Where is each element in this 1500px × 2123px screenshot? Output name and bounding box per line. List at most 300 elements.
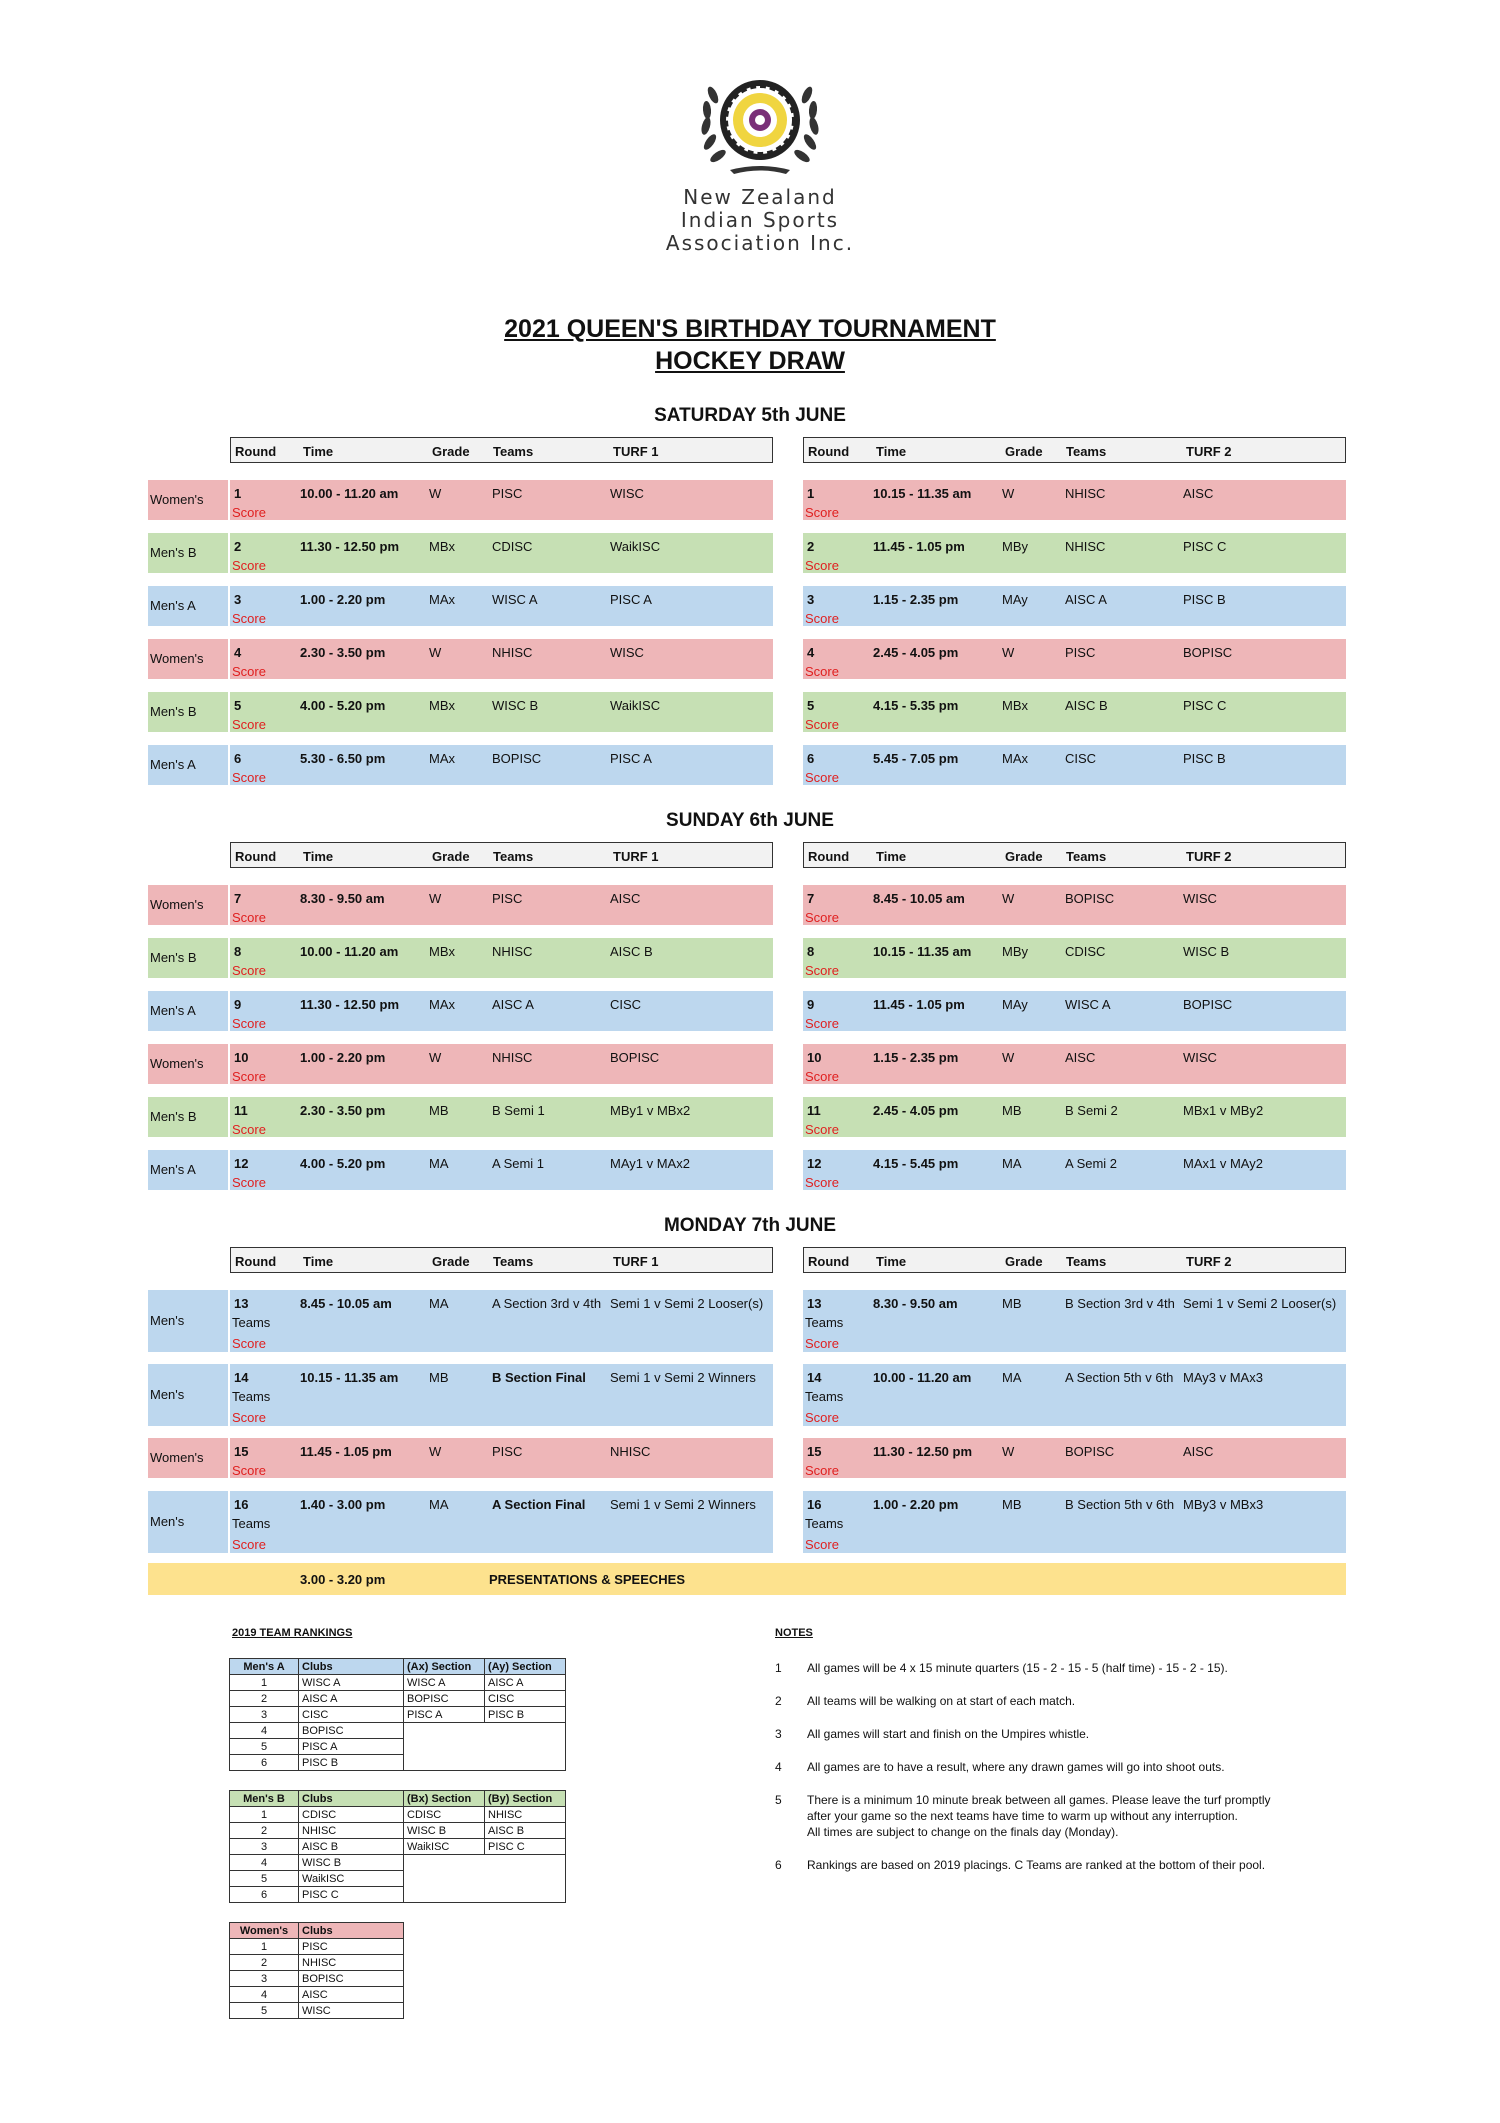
match-time: 8.30 - 9.50 am xyxy=(300,891,385,906)
header-time: Time xyxy=(876,1254,907,1269)
match-team1: A Section 5th v 6th xyxy=(1065,1370,1174,1385)
row-label-cell xyxy=(148,480,228,520)
score-label: Score xyxy=(232,770,266,785)
match-time: 1.00 - 2.20 pm xyxy=(300,592,386,607)
score-label: Score xyxy=(805,1410,839,1425)
match-round: 11 xyxy=(234,1103,248,1118)
match-team2: WISC xyxy=(610,486,644,501)
notes-list xyxy=(775,1660,1335,1890)
cell: PISC xyxy=(299,1939,404,1955)
note-item xyxy=(775,1792,1335,1840)
match-team2: WISC xyxy=(610,645,644,660)
header-cell: Clubs xyxy=(299,1791,404,1807)
match-team2: WISC xyxy=(1183,1050,1217,1065)
header-cell: (Bx) Section xyxy=(404,1791,485,1807)
score-label: Score xyxy=(232,1016,266,1031)
header-grade: Grade xyxy=(432,849,470,864)
table-row xyxy=(230,1887,566,1903)
row-label-cell xyxy=(148,938,228,978)
row-label-cell xyxy=(148,639,228,679)
cell: CISC xyxy=(299,1707,404,1723)
score-label: Score xyxy=(232,1410,266,1425)
match-cell xyxy=(803,1044,1346,1084)
grade-label: Men's B xyxy=(150,704,197,719)
cell: 3 xyxy=(230,1971,299,1987)
match-round: 2 xyxy=(807,539,815,554)
match-cell xyxy=(803,1290,1346,1352)
score-label: Score xyxy=(232,717,266,732)
teams-label: Teams xyxy=(805,1315,844,1330)
cell: 5 xyxy=(230,2003,299,2019)
header-cell: Men's B xyxy=(230,1791,299,1807)
match-team2: MBy3 v MBx3 xyxy=(1183,1497,1264,1512)
header-time: Time xyxy=(303,1254,334,1269)
match-grade: W xyxy=(1002,1444,1015,1459)
header-grade: Grade xyxy=(1005,444,1043,459)
cell: 2 xyxy=(230,1955,299,1971)
match-cell xyxy=(230,991,773,1031)
match-round: 14 xyxy=(234,1370,249,1385)
match-round: 15 xyxy=(234,1444,249,1459)
match-cell xyxy=(230,480,773,520)
match-cell xyxy=(230,586,773,626)
table-row xyxy=(230,1939,404,1955)
cell: CISC xyxy=(485,1691,566,1707)
match-time: 5.30 - 6.50 pm xyxy=(300,751,386,766)
header-team2: TURF 2 xyxy=(1186,444,1232,459)
match-team1: BOPISC xyxy=(1065,1444,1115,1459)
score-label: Score xyxy=(805,1069,839,1084)
match-team2: AISC xyxy=(1183,486,1214,501)
header-round: Round xyxy=(808,849,850,864)
note-item xyxy=(775,1857,1335,1873)
match-team1: PISC xyxy=(492,486,523,501)
match-time: 10.00 - 11.20 am xyxy=(300,486,399,501)
match-team1: B Semi 2 xyxy=(1065,1103,1118,1118)
cell: 1 xyxy=(230,1675,299,1691)
match-round: 14 xyxy=(807,1370,822,1385)
header-grade: Grade xyxy=(1005,1254,1043,1269)
note-text: All games are to have a result, where any drawn games will go into shoot outs. xyxy=(807,1760,1225,1774)
grade-label: Women's xyxy=(150,1450,204,1465)
table-row xyxy=(230,1755,566,1771)
match-team1: PISC xyxy=(492,1444,523,1459)
note-number: 2 xyxy=(775,1694,782,1708)
grade-label: Men's B xyxy=(150,1109,197,1124)
schedule-header xyxy=(803,1247,1346,1273)
match-grade: MBy xyxy=(1002,944,1028,959)
cell: 2 xyxy=(230,1823,299,1839)
match-time: 8.45 - 10.05 am xyxy=(873,891,965,906)
header-time: Time xyxy=(303,444,334,459)
logo-line-1: New Zealand xyxy=(683,185,837,209)
note-item xyxy=(775,1759,1335,1775)
match-grade: W xyxy=(429,645,442,660)
match-grade: W xyxy=(429,891,442,906)
match-team1: BOPISC xyxy=(1065,891,1115,906)
match-team2: WaikISC xyxy=(610,698,661,713)
match-team1: NHISC xyxy=(492,944,533,959)
cell: 3 xyxy=(230,1707,299,1723)
match-team2: PISC C xyxy=(1183,698,1227,713)
cell: AISC A xyxy=(485,1675,566,1691)
header-cell: (Ay) Section xyxy=(485,1659,566,1675)
empty-cell xyxy=(404,1855,566,1871)
score-label: Score xyxy=(805,717,839,732)
row-label-cell xyxy=(148,1290,228,1352)
grade-label: Men's A xyxy=(150,1162,196,1177)
header-team1: Teams xyxy=(1066,1254,1107,1269)
match-time: 10.15 - 11.35 am xyxy=(300,1370,399,1385)
cell: 1 xyxy=(230,1807,299,1823)
table-row xyxy=(230,2003,404,2019)
match-team2: PISC A xyxy=(610,592,652,607)
match-round: 6 xyxy=(234,751,242,766)
match-time: 8.30 - 9.50 am xyxy=(873,1296,958,1311)
match-cell xyxy=(803,533,1346,573)
row-label-cell xyxy=(148,745,228,785)
match-cell xyxy=(803,1438,1346,1478)
cell: CDISC xyxy=(404,1807,485,1823)
grade-label: Men's A xyxy=(150,1003,196,1018)
cell: 6 xyxy=(230,1755,299,1771)
empty-cell xyxy=(404,1871,566,1887)
score-label: Score xyxy=(805,770,839,785)
grade-label: Men's A xyxy=(150,598,196,613)
note-text: All times are subject to change on the finals day (Monday). xyxy=(807,1825,1119,1839)
match-cell xyxy=(230,1438,773,1478)
score-label: Score xyxy=(805,611,839,626)
cell: 4 xyxy=(230,1987,299,2003)
row-label-cell xyxy=(148,692,228,732)
header-team2: TURF 1 xyxy=(613,1254,659,1269)
header-cell: Women's xyxy=(230,1923,299,1939)
match-team2: NHISC xyxy=(610,1444,651,1459)
note-text: All games will start and finish on the Umpires whistle. xyxy=(807,1727,1090,1741)
header-grade: Grade xyxy=(432,444,470,459)
match-time: 8.45 - 10.05 am xyxy=(300,1296,392,1311)
match-time: 1.40 - 3.00 pm xyxy=(300,1497,386,1512)
match-grade: W xyxy=(1002,891,1015,906)
match-time: 11.45 - 1.05 pm xyxy=(300,1444,392,1459)
match-grade: MBx xyxy=(429,539,455,554)
match-team1: B Section Final xyxy=(492,1370,586,1385)
score-label: Score xyxy=(805,558,839,573)
header-team1: Teams xyxy=(1066,849,1107,864)
presentations-bar xyxy=(148,1563,1346,1595)
cell: PISC B xyxy=(299,1755,404,1771)
match-round: 13 xyxy=(234,1296,249,1311)
header-cell: Clubs xyxy=(299,1923,404,1939)
match-team2: WISC xyxy=(1183,891,1217,906)
presentations-time: 3.00 - 3.20 pm xyxy=(300,1572,386,1587)
score-label: Score xyxy=(232,505,266,520)
grade-label: Men's xyxy=(150,1387,185,1402)
teams-label: Teams xyxy=(232,1516,271,1531)
note-text: Rankings are based on 2019 placings. C Teams are ranked at the bottom of their pool. xyxy=(807,1858,1266,1872)
cell: PISC A xyxy=(404,1707,485,1723)
presentations-text: PRESENTATIONS & SPEECHES xyxy=(489,1572,685,1587)
teams-label: Teams xyxy=(232,1389,271,1404)
match-grade: MAx xyxy=(429,592,455,607)
match-team1: NHISC xyxy=(1065,539,1106,554)
match-team1: B Section 5th v 6th xyxy=(1065,1497,1175,1512)
match-team2: PISC B xyxy=(1183,751,1226,766)
score-label: Score xyxy=(805,1336,839,1351)
match-team2: MAy1 v MAx2 xyxy=(610,1156,690,1171)
score-label: Score xyxy=(232,1122,266,1137)
header-cell: Clubs xyxy=(299,1659,404,1675)
header-round: Round xyxy=(235,849,277,864)
logo-line-2: Indian Sports xyxy=(680,208,840,232)
match-team2: MBx1 v MBy2 xyxy=(1183,1103,1264,1118)
schedule-header xyxy=(803,842,1346,868)
row-label-cell xyxy=(148,1150,228,1190)
cell: WaikISC xyxy=(404,1839,485,1855)
cell: NHISC xyxy=(299,1955,404,1971)
mens-b-rankings-table xyxy=(229,1790,566,1903)
match-cell xyxy=(230,1491,773,1553)
match-grade: MAy xyxy=(1002,997,1028,1012)
match-team1: A Semi 2 xyxy=(1065,1156,1118,1171)
match-round: 7 xyxy=(807,891,815,906)
match-team2: Semi 1 v Semi 2 Looser(s) xyxy=(610,1296,764,1311)
score-label: Score xyxy=(232,558,266,573)
header-round: Round xyxy=(235,1254,277,1269)
match-time: 1.00 - 2.20 pm xyxy=(873,1497,959,1512)
match-team2: AISC xyxy=(1183,1444,1214,1459)
header-time: Time xyxy=(303,849,334,864)
match-time: 11.30 - 12.50 pm xyxy=(300,997,400,1012)
match-time: 4.15 - 5.45 pm xyxy=(873,1156,959,1171)
grade-label: Men's xyxy=(150,1514,185,1529)
grade-label: Men's B xyxy=(150,545,197,560)
header-cell: (By) Section xyxy=(485,1791,566,1807)
header-team1: Teams xyxy=(493,1254,534,1269)
note-text: All games will be 4 x 15 minute quarters (15 - 2 - 15 - 5 (half time) - 15 - 2 - 15). xyxy=(807,1661,1228,1675)
score-label: Score xyxy=(232,910,266,925)
score-label: Score xyxy=(805,664,839,679)
match-round: 11 xyxy=(807,1103,821,1118)
match-cell xyxy=(230,938,773,978)
womens-rankings-table xyxy=(229,1922,404,2019)
table-row xyxy=(230,1807,566,1823)
header-time: Time xyxy=(876,849,907,864)
match-round: 9 xyxy=(234,997,242,1012)
page-title: 2021 QUEEN'S BIRTHDAY TOURNAMENT xyxy=(504,315,996,343)
match-round: 12 xyxy=(234,1156,249,1171)
note-text: There is a minimum 10 minute break between all games. Please leave the turf promptly xyxy=(807,1793,1271,1807)
rankings-title: 2019 TEAM RANKINGS xyxy=(232,1627,353,1639)
match-round: 10 xyxy=(234,1050,249,1065)
match-round: 6 xyxy=(807,751,815,766)
match-cell xyxy=(803,1150,1346,1190)
logo-text xyxy=(660,186,860,255)
cell: AISC B xyxy=(485,1823,566,1839)
match-team2: MAy3 v MAx3 xyxy=(1183,1370,1263,1385)
match-team2: Semi 1 v Semi 2 Looser(s) xyxy=(1183,1296,1337,1311)
row-label-cell xyxy=(148,1097,228,1137)
match-time: 10.15 - 11.35 am xyxy=(873,486,972,501)
table-row xyxy=(230,1955,404,1971)
cell: PISC B xyxy=(485,1707,566,1723)
match-round: 5 xyxy=(807,698,815,713)
match-team1: B Section 3rd v 4th xyxy=(1065,1296,1175,1311)
laurel-sun-emblem xyxy=(690,70,830,182)
match-team2: Semi 1 v Semi 2 Winners xyxy=(610,1497,756,1512)
match-grade: W xyxy=(1002,486,1015,501)
note-number: 5 xyxy=(775,1793,782,1807)
cell: 2 xyxy=(230,1691,299,1707)
match-time: 4.00 - 5.20 pm xyxy=(300,698,386,713)
header-cell: (Ax) Section xyxy=(404,1659,485,1675)
score-label: Score xyxy=(232,1463,266,1478)
cell: NHISC xyxy=(299,1823,404,1839)
match-round: 4 xyxy=(234,645,242,660)
match-cell xyxy=(803,885,1346,925)
match-time: 1.15 - 2.35 pm xyxy=(873,592,959,607)
table-row xyxy=(230,1971,404,1987)
match-team1: PISC xyxy=(492,891,523,906)
match-grade: MA xyxy=(429,1156,449,1171)
day-title: MONDAY 7th JUNE xyxy=(663,1215,837,1236)
match-time: 11.30 - 12.50 pm xyxy=(873,1444,973,1459)
table-row xyxy=(230,1675,566,1691)
grade-label: Women's xyxy=(150,492,204,507)
match-time: 10.00 - 11.20 am xyxy=(300,944,399,959)
row-label-cell xyxy=(148,1044,228,1084)
score-label: Score xyxy=(232,1175,266,1190)
score-label: Score xyxy=(232,963,266,978)
match-round: 16 xyxy=(234,1497,249,1512)
match-round: 9 xyxy=(807,997,815,1012)
day-title: SATURDAY 5th JUNE xyxy=(654,405,846,426)
match-team2: WISC B xyxy=(1183,944,1230,959)
match-team2: PISC B xyxy=(1183,592,1226,607)
header-grade: Grade xyxy=(432,1254,470,1269)
match-team1: PISC xyxy=(1065,645,1096,660)
row-label-cell xyxy=(148,586,228,626)
table-row xyxy=(230,1739,566,1755)
table-header xyxy=(230,1923,404,1939)
table-header xyxy=(230,1659,566,1675)
match-cell xyxy=(230,885,773,925)
cell: WISC xyxy=(299,2003,404,2019)
header-round: Round xyxy=(235,444,277,459)
table-row xyxy=(230,1823,566,1839)
note-text: after your game so the next teams have time to warm up without any interruption. xyxy=(807,1809,1238,1823)
cell: NHISC xyxy=(485,1807,566,1823)
match-round: 4 xyxy=(807,645,815,660)
score-label: Score xyxy=(232,1537,266,1552)
match-round: 7 xyxy=(234,891,242,906)
header-team1: Teams xyxy=(1066,444,1107,459)
day-title: SUNDAY 6th JUNE xyxy=(666,810,834,831)
match-team1: AISC A xyxy=(492,997,534,1012)
empty-cell xyxy=(404,1739,566,1755)
match-cell xyxy=(230,1364,773,1426)
header-round: Round xyxy=(808,1254,850,1269)
teams-label: Teams xyxy=(805,1389,844,1404)
match-grade: MB xyxy=(1002,1296,1022,1311)
match-team2: WaikISC xyxy=(610,539,661,554)
score-label: Score xyxy=(805,1016,839,1031)
score-label: Score xyxy=(232,664,266,679)
table-row xyxy=(230,1987,404,2003)
match-team2: AISC xyxy=(610,891,641,906)
match-grade: MAy xyxy=(1002,592,1028,607)
row-label-cell xyxy=(148,1438,228,1478)
match-team2: MBy1 v MBx2 xyxy=(610,1103,691,1118)
empty-cell xyxy=(404,1887,566,1903)
cell: 5 xyxy=(230,1739,299,1755)
cell: 4 xyxy=(230,1855,299,1871)
match-team1: CDISC xyxy=(1065,944,1106,959)
cell: AISC xyxy=(299,1987,404,2003)
note-number: 6 xyxy=(775,1858,782,1872)
match-time: 10.00 - 11.20 am xyxy=(873,1370,972,1385)
logo-line-3: Association Inc. xyxy=(665,231,855,255)
cell: 3 xyxy=(230,1839,299,1855)
match-round: 12 xyxy=(807,1156,822,1171)
match-team1: B Semi 1 xyxy=(492,1103,545,1118)
match-team1: CISC xyxy=(1065,751,1097,766)
match-team1: A Section 3rd v 4th xyxy=(492,1296,602,1311)
empty-cell xyxy=(404,1723,566,1739)
match-team2: MAx1 v MAy2 xyxy=(1183,1156,1263,1171)
match-team1: WISC A xyxy=(1065,997,1111,1012)
match-team1: A Semi 1 xyxy=(492,1156,545,1171)
cell: BOPISC xyxy=(299,1971,404,1987)
note-item xyxy=(775,1660,1335,1676)
header-time: Time xyxy=(876,444,907,459)
grade-label: Women's xyxy=(150,651,204,666)
cell: WISC A xyxy=(299,1675,404,1691)
table-row xyxy=(230,1871,566,1887)
match-grade: MBy xyxy=(1002,539,1028,554)
match-grade: MA xyxy=(429,1497,449,1512)
match-cell xyxy=(803,938,1346,978)
match-round: 2 xyxy=(234,539,242,554)
match-grade: MA xyxy=(1002,1370,1022,1385)
match-grade: W xyxy=(429,486,442,501)
header-team2: TURF 1 xyxy=(613,849,659,864)
match-time: 11.45 - 1.05 pm xyxy=(873,997,965,1012)
page-subtitle: HOCKEY DRAW xyxy=(655,347,845,375)
match-team2: BOPISC xyxy=(1183,997,1233,1012)
match-grade: MB xyxy=(429,1370,449,1385)
match-round: 10 xyxy=(807,1050,822,1065)
match-time: 2.45 - 4.05 pm xyxy=(873,1103,959,1118)
match-cell xyxy=(230,1150,773,1190)
row-label-cell xyxy=(148,1364,228,1426)
note-item xyxy=(775,1726,1335,1742)
teams-label: Teams xyxy=(232,1315,271,1330)
match-time: 10.15 - 11.35 am xyxy=(873,944,972,959)
header-team1: Teams xyxy=(493,444,534,459)
match-round: 3 xyxy=(234,592,242,607)
grade-label: Women's xyxy=(150,897,204,912)
cell: PISC C xyxy=(485,1839,566,1855)
match-round: 1 xyxy=(807,486,815,501)
notes-title: NOTES xyxy=(775,1627,813,1639)
match-cell xyxy=(230,745,773,785)
empty-cell xyxy=(404,1755,566,1771)
score-label: Score xyxy=(805,1175,839,1190)
match-team2: AISC B xyxy=(610,944,653,959)
cell: PISC C xyxy=(299,1887,404,1903)
match-cell xyxy=(803,745,1346,785)
